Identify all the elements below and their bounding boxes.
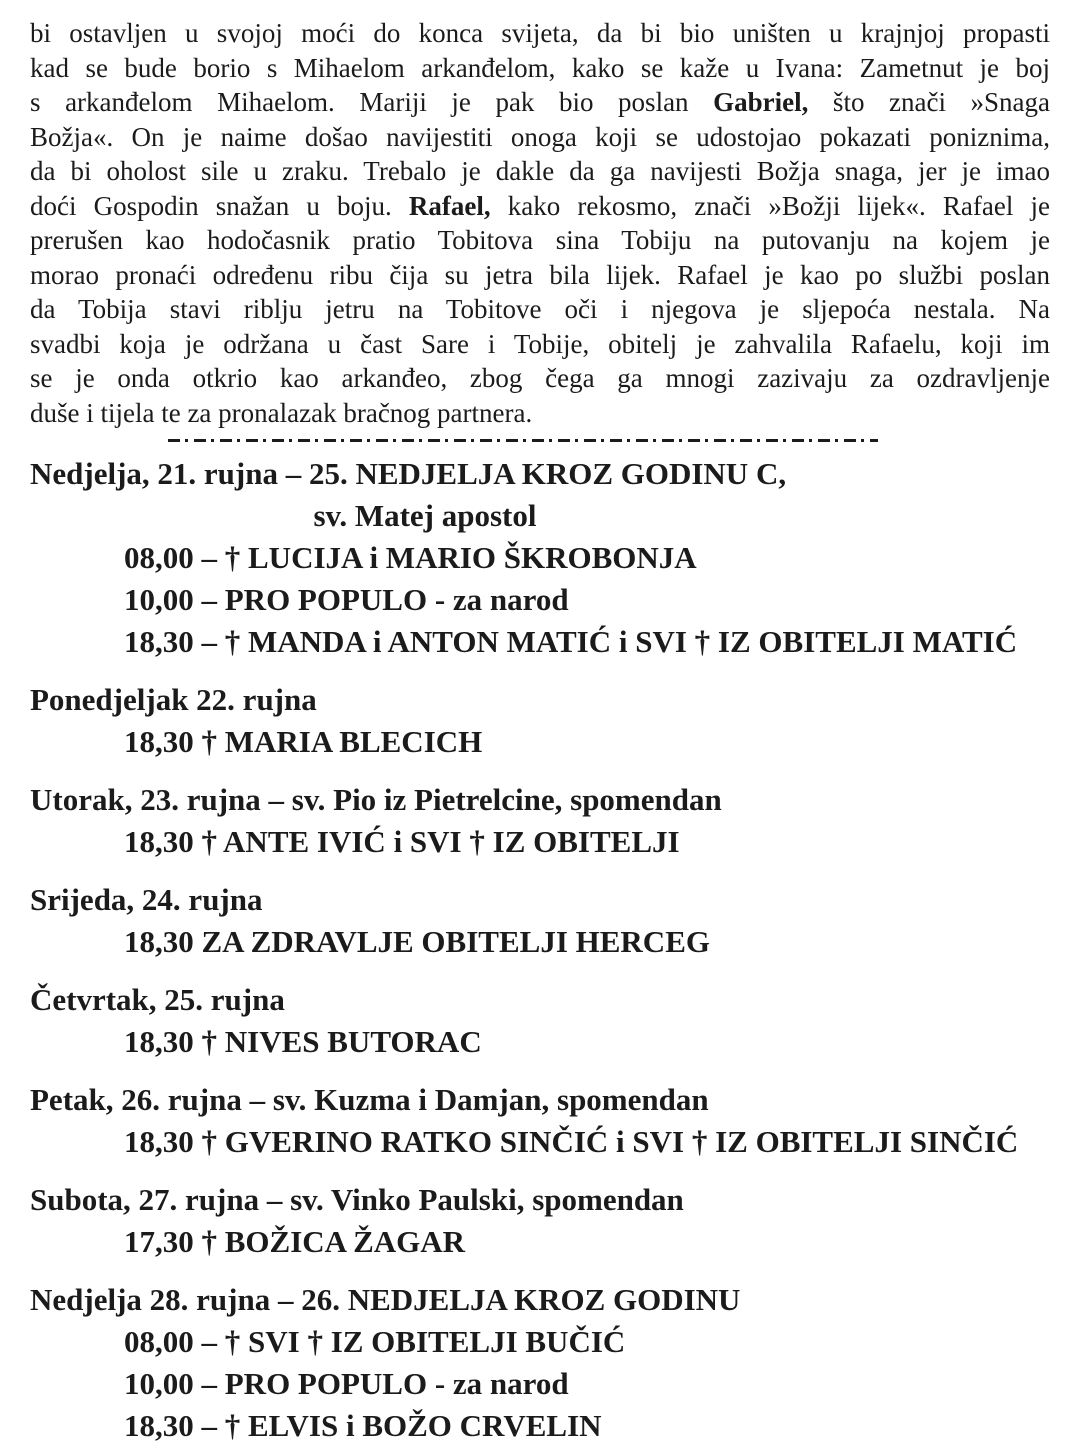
mass-line: 18,30 – † ELVIS i BOŽO CRVELIN — [124, 1408, 602, 1443]
schedule-day-block-saturday-27 — [30, 1179, 1050, 1263]
intro-line-text: prerušen kao hodočasnik pratio Tobitova sina Tobiju na putovanju na kojem je — [30, 225, 1050, 255]
schedule-day-block-wednesday-24 — [30, 879, 1050, 963]
schedule-day-block-monday-22 — [30, 679, 1050, 763]
mass-line: 10,00 – PRO POPULO - za narod — [124, 582, 569, 617]
mass-line: 08,00 – † LUCIJA i MARIO ŠKROBONJA — [124, 540, 697, 575]
mass-line: 18,30 ZA ZDRAVLJE OBITELJI HERCEG — [124, 924, 710, 959]
day-header: Četvrtak, 25. rujna — [30, 982, 285, 1017]
intro-paragraph — [30, 16, 1050, 430]
intro-line — [30, 361, 1050, 396]
schedule-day-block-tuesday-23 — [30, 779, 1050, 863]
intro-line-text: kad se bude borio s Mihaelom arkanđelom, kako se kaže u Ivana: Zametnut je boj — [30, 52, 1050, 83]
mass-line: 08,00 – † SVI † IZ OBITELJI BUČIĆ — [124, 1324, 626, 1359]
intro-line-text: doći Gospodin snažan u boju. — [30, 190, 409, 221]
day-header: Nedjelja, 21. rujna – 25. NEDJELJA KROZ GODINU C, — [30, 456, 787, 491]
schedule-day-block-friday-26 — [30, 1079, 1050, 1163]
day-header: Petak, 26. rujna – sv. Kuzma i Damjan, spomendan — [30, 1082, 709, 1117]
day-header: Nedjelja 28. rujna – 26. NEDJELJA KROZ GODINU — [30, 1282, 741, 1317]
intro-line-text: morao pronaći određenu ribu čija su jetra bila lijek. Rafael je kao po službi poslan — [30, 259, 1050, 290]
schedule-day-block-thursday-25 — [30, 979, 1050, 1063]
intro-line — [30, 189, 1050, 224]
intro-line-text: duše i tijela te za pronalazak bračnog partnera. — [30, 397, 533, 428]
mass-line: 18,30 † ANTE IVIĆ i SVI † IZ OBITELJI — [124, 824, 680, 859]
intro-line-text: da Tobija stavi riblju jetru na Tobitove oči i njegova je sljepoća nestala. Na — [30, 294, 1050, 324]
intro-line — [30, 51, 1050, 86]
mass-line: 18,30 – † MANDA i ANTON MATIĆ i SVI † IZ OBITELJI MATIĆ — [124, 624, 1018, 659]
intro-line-text: svadbi koja je održana u čast Sare i Tobije, obitelj je zahvalila Rafaelu, koji im — [30, 328, 1050, 359]
day-header: Ponedjeljak 22. rujna — [30, 682, 317, 717]
intro-line — [30, 396, 1050, 431]
angel-name-rafael: Rafael, — [408, 190, 491, 221]
intro-line — [30, 154, 1050, 189]
schedule-day-block-sunday-21 — [30, 453, 1050, 663]
mass-schedule — [30, 453, 1050, 1447]
mass-line: 18,30 † GVERINO RATKO SINČIĆ i SVI † IZ OBITELJI SINČIĆ — [124, 1124, 1019, 1159]
intro-line — [30, 258, 1050, 293]
schedule-day-block-sunday-28 — [30, 1279, 1050, 1447]
intro-line — [30, 120, 1050, 155]
day-header: Utorak, 23. rujna – sv. Pio iz Pietrelcine, spomendan — [30, 782, 722, 817]
mass-line: 18,30 † NIVES BUTORAC — [124, 1024, 482, 1059]
intro-line — [30, 292, 1050, 327]
intro-line — [30, 223, 1050, 258]
intro-line-text: Božja«. On je naime došao navijestiti onoga koji se udostojao pokazati poniznima, — [30, 121, 1050, 152]
day-header: Subota, 27. rujna – sv. Vinko Paulski, spomendan — [30, 1182, 684, 1217]
intro-line-text: bi ostavljen u svojoj moći do konca svijeta, da bi bio uništen u krajnjoj propasti — [30, 18, 1050, 48]
intro-line-text: kako rekosmo, znači »Božji lijek«. Rafael je — [490, 190, 1050, 221]
day-subheader: sv. Matej apostol — [313, 498, 537, 533]
dash-dot-divider — [168, 439, 878, 442]
intro-line — [30, 327, 1050, 362]
mass-line: 17,30 † BOŽICA ŽAGAR — [124, 1224, 466, 1259]
intro-line-text: se je onda otkrio kao arkanđeo, zbog čega ga mnogi zazivaju za ozdravljenje — [30, 363, 1050, 393]
intro-line-text: što znači »Snaga — [808, 87, 1050, 117]
intro-line — [30, 16, 1050, 51]
intro-line — [30, 85, 1050, 120]
day-header: Srijeda, 24. rujna — [30, 882, 263, 917]
intro-line-text: s arkanđelom Mihaelom. Mariji je pak bio poslan — [30, 87, 714, 117]
angel-name-gabriel: Gabriel, — [713, 87, 809, 117]
intro-line-text: da bi oholost sile u zraku. Trebalo je dakle da ga navijesti Božja snaga, jer je imao — [30, 156, 1050, 186]
mass-line: 10,00 – PRO POPULO - za narod — [124, 1366, 569, 1401]
mass-line: 18,30 † MARIA BLECICH — [124, 724, 483, 759]
